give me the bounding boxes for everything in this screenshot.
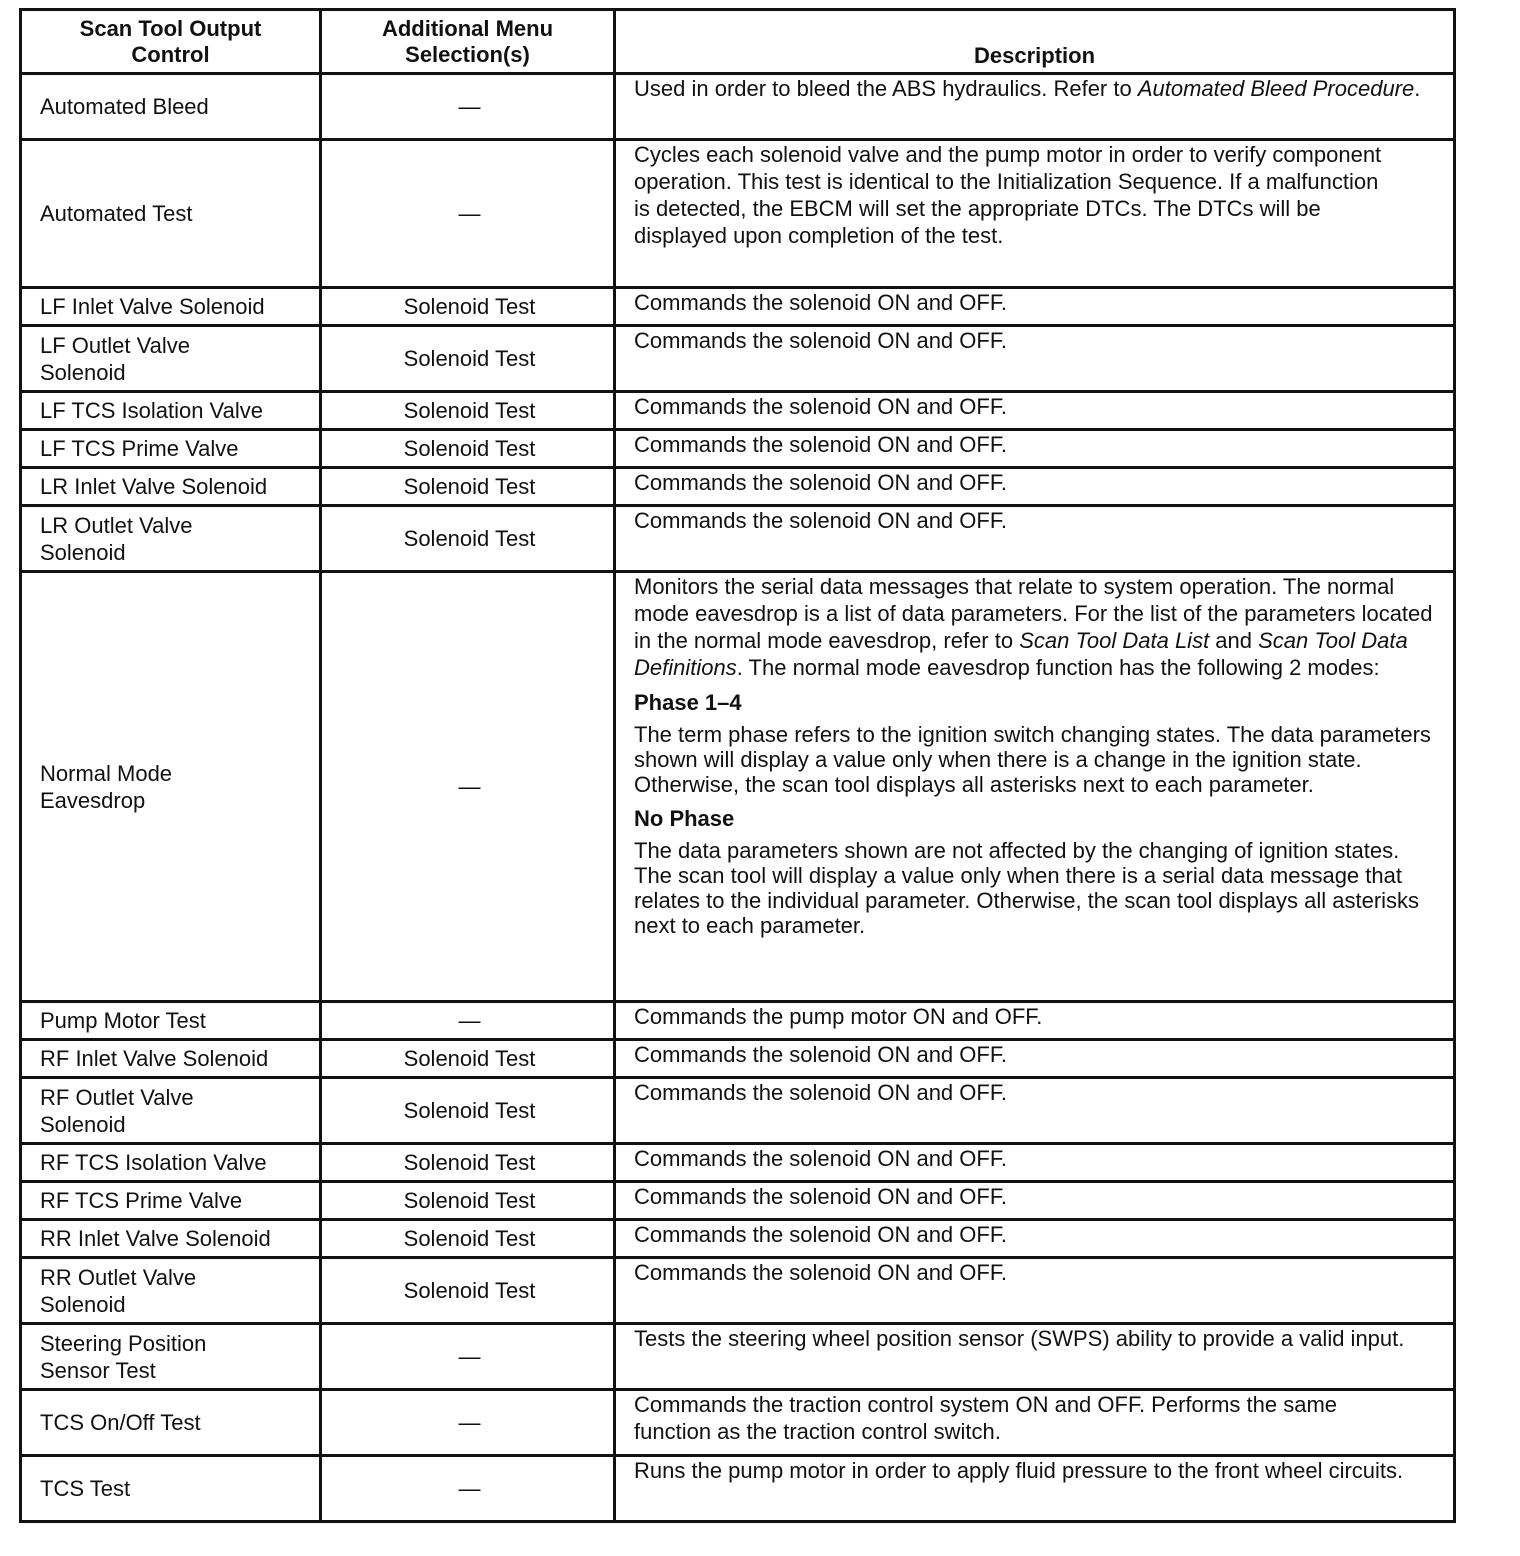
table-row	[21, 1002, 1455, 1040]
cell-menu: Solenoid Test	[321, 1258, 615, 1324]
cell-control: Automated Bleed	[21, 74, 321, 140]
cell-menu: Solenoid Test	[321, 430, 615, 468]
cell-description: Commands the solenoid ON and OFF.	[615, 392, 1455, 430]
header-menu: Additional Menu Selection(s)	[321, 10, 615, 74]
table-row	[21, 1456, 1455, 1522]
table-row	[21, 392, 1455, 430]
table-row	[21, 1258, 1455, 1324]
scan-tool-output-controls-table	[19, 8, 1456, 1523]
cell-description: Commands the solenoid ON and OFF.	[615, 1182, 1455, 1220]
cell-menu: Solenoid Test	[321, 288, 615, 326]
cell-menu: Solenoid Test	[321, 1040, 615, 1078]
cell-description: Commands the solenoid ON and OFF.	[615, 468, 1455, 506]
desc-reference: Scan Tool Data Definitions	[634, 628, 1408, 680]
cell-menu: —	[321, 1002, 615, 1040]
cell-menu: —	[321, 140, 615, 288]
table-row	[21, 1144, 1455, 1182]
table-row	[21, 468, 1455, 506]
cell-menu: —	[321, 74, 615, 140]
table-row	[21, 506, 1455, 572]
desc-reference: Scan Tool Data List	[1019, 628, 1210, 653]
table-row	[21, 1324, 1455, 1390]
cell-menu: Solenoid Test	[321, 1220, 615, 1258]
cell-control: RF TCS Prime Valve	[21, 1182, 321, 1220]
cell-menu: Solenoid Test	[321, 326, 615, 392]
cell-description: Commands the solenoid ON and OFF.	[615, 1078, 1455, 1144]
desc-end: .	[1414, 76, 1421, 101]
cell-control: TCS On/Off Test	[21, 1390, 321, 1456]
phase-paragraph: The term phase refers to the ignition switch changing states. The data parameters shown will display a value only when there is a change in the ignition state. Otherwise, the scan tool displays all asterisks next to each parameter.	[634, 722, 1431, 797]
cell-control: LF TCS Isolation Valve	[21, 392, 321, 430]
desc-paragraph: Monitors the serial data messages that relate to system operation. The normal mode eavesdrop is a list of data parameters. For the list of the parameters located in the normal mode eavesdrop, refer to Scan Tool Data List and Scan Tool Data Definitions. The normal mode eavesdrop function has the following 2 modes:	[634, 574, 1433, 680]
cell-description: Tests the steering wheel position sensor (SWPS) ability to provide a valid input.	[615, 1324, 1455, 1390]
cell-menu: —	[321, 1456, 615, 1522]
cell-control: Steering Position Sensor Test	[21, 1324, 321, 1390]
no-phase-heading: No Phase	[634, 806, 735, 831]
cell-control: RR Inlet Valve Solenoid	[21, 1220, 321, 1258]
header-description: Description	[615, 10, 1455, 74]
cell-description: Commands the solenoid ON and OFF.	[615, 288, 1455, 326]
header-control: Scan Tool Output Control	[21, 10, 321, 74]
cell-control: LF Outlet Valve Solenoid	[21, 326, 321, 392]
cell-control: TCS Test	[21, 1456, 321, 1522]
cell-menu: —	[321, 572, 615, 1002]
cell-control: LF Inlet Valve Solenoid	[21, 288, 321, 326]
table-row	[21, 572, 1455, 1002]
cell-control: LR Outlet Valve Solenoid	[21, 506, 321, 572]
header-row	[21, 10, 1455, 74]
cell-menu: Solenoid Test	[321, 468, 615, 506]
desc-text: Used in order to bleed the ABS hydraulics. Refer to	[634, 76, 1138, 101]
cell-menu: Solenoid Test	[321, 1078, 615, 1144]
cell-control: LR Inlet Valve Solenoid	[21, 468, 321, 506]
cell-description: Commands the solenoid ON and OFF.	[615, 1040, 1455, 1078]
cell-control: RF TCS Isolation Valve	[21, 1144, 321, 1182]
cell-description	[615, 74, 1455, 140]
cell-description: Cycles each solenoid valve and the pump motor in order to verify component operation. This test is identical to the Initialization Sequence. If a malfunction is detected, the EBCM will set the appropriate DTCs. The DTCs will be displayed upon completion of the test.	[615, 140, 1455, 288]
table-row	[21, 326, 1455, 392]
cell-menu: —	[321, 1324, 615, 1390]
cell-menu: Solenoid Test	[321, 1182, 615, 1220]
phase-heading: Phase 1–4	[634, 690, 742, 715]
cell-description: Commands the pump motor ON and OFF.	[615, 1002, 1455, 1040]
cell-description: Commands the solenoid ON and OFF.	[615, 1144, 1455, 1182]
cell-description: Commands the traction control system ON and OFF. Performs the same function as the traction control switch.	[615, 1390, 1455, 1456]
table-row	[21, 74, 1455, 140]
cell-menu: Solenoid Test	[321, 506, 615, 572]
cell-description: Commands the solenoid ON and OFF.	[615, 1220, 1455, 1258]
table-row	[21, 140, 1455, 288]
cell-control: Normal Mode Eavesdrop	[21, 572, 321, 1002]
cell-menu: Solenoid Test	[321, 1144, 615, 1182]
cell-menu: Solenoid Test	[321, 392, 615, 430]
cell-description: Commands the solenoid ON and OFF.	[615, 326, 1455, 392]
cell-description	[615, 572, 1455, 1002]
cell-description: Runs the pump motor in order to apply fluid pressure to the front wheel circuits.	[615, 1456, 1455, 1522]
cell-control: LF TCS Prime Valve	[21, 430, 321, 468]
cell-control: RR Outlet Valve Solenoid	[21, 1258, 321, 1324]
table-row	[21, 288, 1455, 326]
table-row	[21, 1078, 1455, 1144]
cell-description: Commands the solenoid ON and OFF.	[615, 1258, 1455, 1324]
table-row	[21, 430, 1455, 468]
cell-description: Commands the solenoid ON and OFF.	[615, 506, 1455, 572]
cell-menu: —	[321, 1390, 615, 1456]
table-row	[21, 1182, 1455, 1220]
table-row	[21, 1390, 1455, 1456]
cell-control: RF Inlet Valve Solenoid	[21, 1040, 321, 1078]
table-row	[21, 1220, 1455, 1258]
desc-reference: Automated Bleed Procedure	[1137, 76, 1415, 101]
no-phase-paragraph: The data parameters shown are not affected by the changing of ignition states. The scan tool will display a value only when there is a serial data message that relates to the individual parameter. Otherwise, the scan tool displays all asterisks next to each parameter.	[634, 838, 1420, 938]
cell-control: Automated Test	[21, 140, 321, 288]
cell-control: Pump Motor Test	[21, 1002, 321, 1040]
cell-description: Commands the solenoid ON and OFF.	[615, 430, 1455, 468]
table-row	[21, 1040, 1455, 1078]
cell-control: RF Outlet Valve Solenoid	[21, 1078, 321, 1144]
